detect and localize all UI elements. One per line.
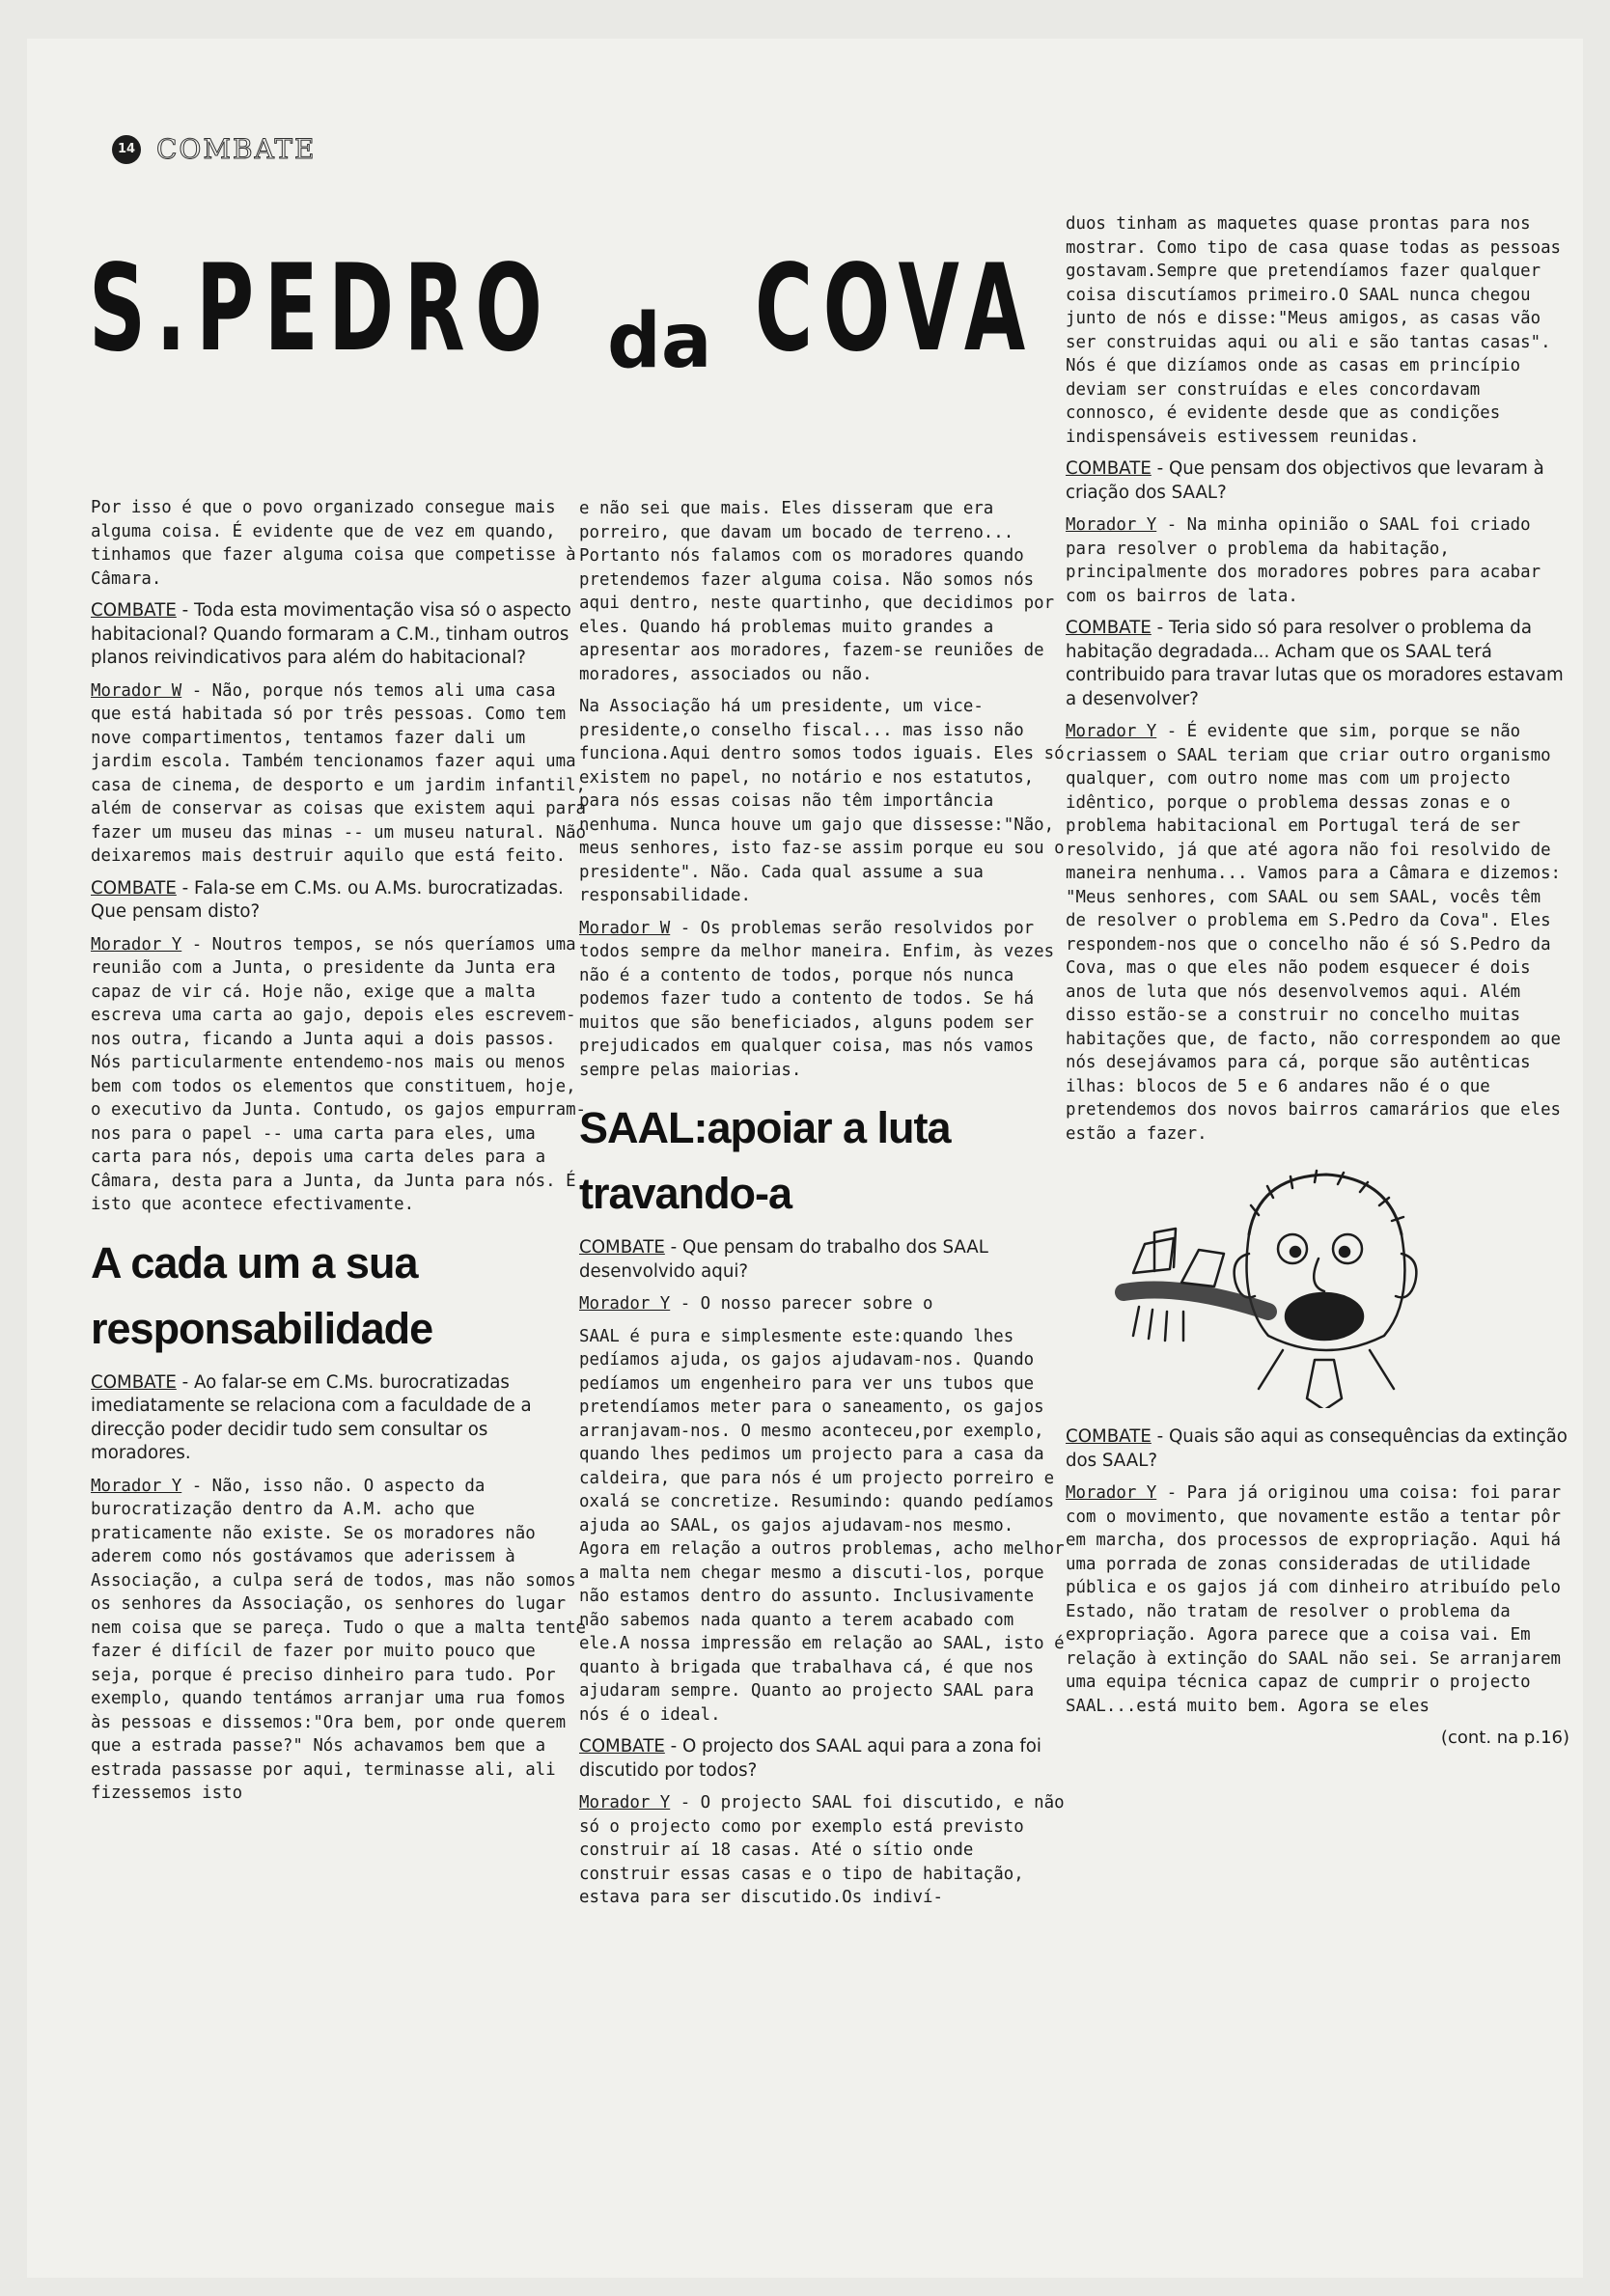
interview-answer bbox=[91, 679, 589, 869]
speaker-label: Morador Y bbox=[579, 1294, 671, 1314]
column-2 bbox=[579, 497, 1071, 1919]
page-number-badge: 14 bbox=[112, 135, 141, 164]
speaker-label: COMBATE bbox=[579, 1736, 665, 1757]
question-text: - O projecto dos SAAL aqui para a zona foi discutido por todos? bbox=[579, 1736, 1041, 1781]
publication-name: COMBATE bbox=[156, 133, 317, 165]
paragraph: SAAL é pura e simplesmente este:quando lhes pedíamos ajuda, os gajos ajudavam-nos. Quando pedíamos um engenheiro para ver uns tubos que pretendíamos meter para o saneamento, os gajos arranjavam-nos. O mesmo aconteceu,por exemplo, quando lhes pedimos um projecto para a casa da caldeira, que para nós é um projecto porreiro e oxalá se concretize. Resumindo: quando pedíamos ajuda ao SAAL, os gajos ajudavam-nos mesmo. Agora em relação a outros problemas, acho melhor a malta nem chegar mesmo a discuti-los, porque não estamos dentro do assunto. Inclusivamente não sabemos nada quanto a terem acabado com ele.A nossa impressão em relação ao SAAL, isto é quanto à brigada que trabalhava cá, é que nos ajudaram sempre. Quanto ao projecto SAAL para nós é o ideal. bbox=[579, 1326, 1065, 1725]
speaker-label: Morador Y bbox=[579, 1793, 671, 1812]
answer-text: - Os problemas serão resolvidos por todos sempre da melhor maneira. Enfim, às vezes não é a contento de todos, porque nós nunca podemos fazer tudo a contento de todos. Se há muitos que são beneficiados, alguns podem ser prejudicados em qualquer coisa, mas nós vamos sempre pelas maiorias. bbox=[579, 918, 1055, 1080]
paragraph: Por isso é que o povo organizado consegue mais alguma coisa. É evidente que de vez em quando, tinhamos que fazer alguma coisa que competisse à Câmara. bbox=[91, 498, 576, 589]
speaker-label: COMBATE bbox=[91, 1371, 177, 1393]
speaker-label: Morador Y bbox=[1066, 1483, 1157, 1503]
speaker-label: COMBATE bbox=[579, 1237, 665, 1258]
interview-answer bbox=[1066, 1481, 1569, 1718]
speaker-label: Morador W bbox=[91, 680, 182, 701]
question-text: - Fala-se em C.Ms. ou A.Ms. burocratizadas. Que pensam disto? bbox=[91, 877, 564, 922]
interview-question bbox=[1066, 457, 1569, 505]
article-headline bbox=[89, 236, 1064, 401]
interview-question bbox=[91, 877, 589, 925]
speaker-label: COMBATE bbox=[1066, 1426, 1152, 1447]
answer-text: - Noutros tempos, se nós queríamos uma reunião com a Junta, o presidente da Junta era capaz de vir cá. Hoje não, exige que a malta escreva uma carta ao gajo, depois eles escrevem-nos outra, ficando a Junta aqui a dois passos. Nós particularmente entendemo-nos mais ou menos bem com todos os elementos que constituem, hoje, o executivo da Junta. Contudo, os gajos empurram-nos para o papel -- uma carta para eles, uma carta para nós, depois uma carta deles para a Câmara, desta para a Junta, da Junta para nós. É isto que acontece efectivamente. bbox=[91, 934, 587, 1214]
answer-text: - Para já originou uma coisa: foi parar com o movimento, que novamente estão a tentar pôr em marcha, dos processos de expropriação. Aqui há uma porrada de zonas consideradas de utilidade pública e os gajos já com dinheiro atribuído pelo Estado, não tratam de resolver o problema da expropriação. Agora parece que a coisa vai. Em relação à extinção do SAAL não sei. Se arranjarem uma equipa técnica capaz de cumprir o projecto SAAL...está muito bem. Agora se eles bbox=[1066, 1483, 1562, 1716]
interview-answer bbox=[579, 1791, 1071, 1910]
speaker-label: COMBATE bbox=[1066, 618, 1152, 638]
question-text: - Teria sido só para resolver o problema da habitação degradada... Acham que os SAAL terá contribuido para travar lutas que os moradores estavam a desenvolver? bbox=[1066, 618, 1564, 709]
question-text: - Quais são aqui as consequências da extinção dos SAAL? bbox=[1066, 1426, 1568, 1471]
question-text: - Ao falar-se em C.Ms. burocratizadas imediatamente se relaciona com a faculdade de a direcção poder decidir tudo sem consultar os moradores. bbox=[91, 1371, 532, 1463]
page-header bbox=[112, 133, 316, 165]
headline-part-3: COVA bbox=[755, 239, 1036, 378]
interview-answer bbox=[91, 1475, 589, 1806]
speaker-label: COMBATE bbox=[91, 600, 177, 621]
interview-question bbox=[91, 599, 589, 671]
speaker-label: Morador Y bbox=[1066, 722, 1157, 741]
interview-question bbox=[1066, 617, 1569, 711]
answer-text: - Não, porque nós temos ali uma casa que está habitada só por três pessoas. Como tem nove compartimentos, tentamos fazer dali um jardim escola. Também tencionamos fazer aqui uma casa de cinema, de desporto e um jardim infantil, além de conservar as coisas que existem aqui para fazer um museu das minas -- um museu natural. Não deixaremos mais destruir aquilo que está feito. bbox=[91, 680, 587, 866]
interview-answer bbox=[579, 1292, 1071, 1316]
interview-question bbox=[579, 1236, 1071, 1284]
question-text: - Toda esta movimentação visa só o aspecto habitacional? Quando formaram a C.M., tinham outros planos reivindicativos para além do habitacional? bbox=[91, 600, 571, 668]
answer-text: - É evidente que sim, porque se não criassem o SAAL teriam que criar outro organismo qualquer, com outro nome mas com um projecto idêntico, porque o problema dessas zonas e o problema habitacional em Portugal terá de ser resolvido, já que até agora não foi resolvido de maneira nenhuma... Vamos para a Câmara e dizemos: "Meus senhores, com SAAL ou sem SAAL, vocês têm de resolver o problema em S.Pedro da Cova". Eles respondem-nos que o concelho não é só S.Pedro da Cova, mas o que eles não podem esquecer é dois anos de luta que nós desenvolvemos aqui. Além disso estão-se a construir no concelho muitas habitações que, de facto, não correspondem ao que nós desejávamos para cá, porque são autênticas ilhas: blocos de 5 e 6 andares não é o que pretendemos dos novos bairros camarários que eles estão a fazer. bbox=[1066, 722, 1562, 1144]
interview-answer bbox=[91, 933, 589, 1217]
paragraph: duos tinham as maquetes quase prontas para nos mostrar. Como tipo de casa quase todas as pessoas gostavam.Sempre que pretendíamos fazer qualquer coisa discutíamos primeiro.O SAAL nunca chegou junto de nós e disse:"Meus amigos, as casas vão ser construidas aqui ou ali e são tantas casas". Nós é que dizíamos onde as casas em princípio deviam ser construídas e eles concordavam connosco, é evidente desde que as condições indispensáveis estivessem reunidas. bbox=[1066, 214, 1562, 447]
answer-text: - Na minha opinião o SAAL foi criado para resolver o problema da habitação, principalmente dos moradores pobres para acabar com os bairros de lata. bbox=[1066, 515, 1541, 606]
speaker-label: Morador Y bbox=[91, 934, 182, 954]
interview-question bbox=[91, 1371, 589, 1466]
continued-note: (cont. na p.16) bbox=[1440, 1728, 1569, 1748]
interview-answer bbox=[1066, 720, 1569, 1146]
answer-text: - O nosso parecer sobre o bbox=[670, 1294, 933, 1314]
speaker-label: Morador Y bbox=[91, 1476, 182, 1496]
answer-text: - Não, isso não. O aspecto da burocratização dentro da A.M. acho que praticamente não existe. Se os moradores não aderem como nós gostávamos que aderissem à Associação, a culpa será de todos, mas não somos os senhores da Associação, os senhores do lugar nem coisa que se pareça. Tudo o que a malta tente fazer é difícil de fazer por muito pouco que seja, porque é preciso dinheiro para tudo. Por exemplo, quando tentámos arranjar uma rua fomos às pessoas e dissemos:"Ora bem, por onde querem que a estrada passe?" Nós achavamos bem que a estrada passasse por aqui, terminasse ali, ali fizessemos isto bbox=[91, 1476, 587, 1803]
interview-question bbox=[579, 1735, 1071, 1783]
interview-question bbox=[1066, 1425, 1569, 1473]
question-text: - Que pensam do trabalho dos SAAL desenvolvido aqui? bbox=[579, 1237, 988, 1282]
column-1 bbox=[91, 496, 589, 1814]
section-subheading: A cada um a sua responsabilidade bbox=[91, 1237, 433, 1353]
headline-part-1: S.PEDRO bbox=[89, 239, 553, 378]
interview-answer bbox=[579, 917, 1071, 1083]
paragraph: e não sei que mais. Eles disseram que era porreiro, que davam um bocado de terreno... Portanto nós falamos com os moradores quando pretendemos fazer alguma coisa. Não somos nós aqui dentro, neste quartinho, que decidimos por eles. Quando há problemas muito grandes a apresentar aos moradores, fazem-se reuniões de moradores, associados ou não. bbox=[579, 499, 1055, 684]
column-3 bbox=[1066, 212, 1569, 1751]
cartoon-illustration bbox=[1095, 1157, 1500, 1408]
paragraph: Na Associação há um presidente, um vice-presidente,o conselho fiscal... mas isso não funciona.Aqui dentro somos todos iguais. Eles só existem no papel, no notário e nos estatutos, para nós essas coisas não têm importância nenhuma. Nunca houve um gajo que dissesse:"Não, meus senhores, isto faz-se assim porque eu sou o presidente". Não. Cada qual assume a sua responsabilidade. bbox=[579, 697, 1065, 905]
question-text: - Que pensam dos objectivos que levaram à criação dos SAAL? bbox=[1066, 458, 1544, 503]
headline-part-2: da bbox=[607, 298, 712, 385]
speaker-label: COMBATE bbox=[1066, 458, 1152, 479]
speaker-label: COMBATE bbox=[91, 877, 177, 899]
speaker-label: Morador Y bbox=[1066, 515, 1157, 535]
newspaper-page bbox=[27, 39, 1583, 2278]
speaker-label: Morador W bbox=[579, 918, 671, 938]
section-subheading: SAAL:apoiar a luta travando-a bbox=[579, 1103, 951, 1218]
interview-answer bbox=[1066, 513, 1569, 608]
answer-text: - O projecto SAAL foi discutido, e não só o projecto como por exemplo está previsto construir aí 18 casas. Até o sítio onde construir essas casas e o tipo de habitação, estava para ser discutido.Os indiví- bbox=[579, 1793, 1065, 1907]
